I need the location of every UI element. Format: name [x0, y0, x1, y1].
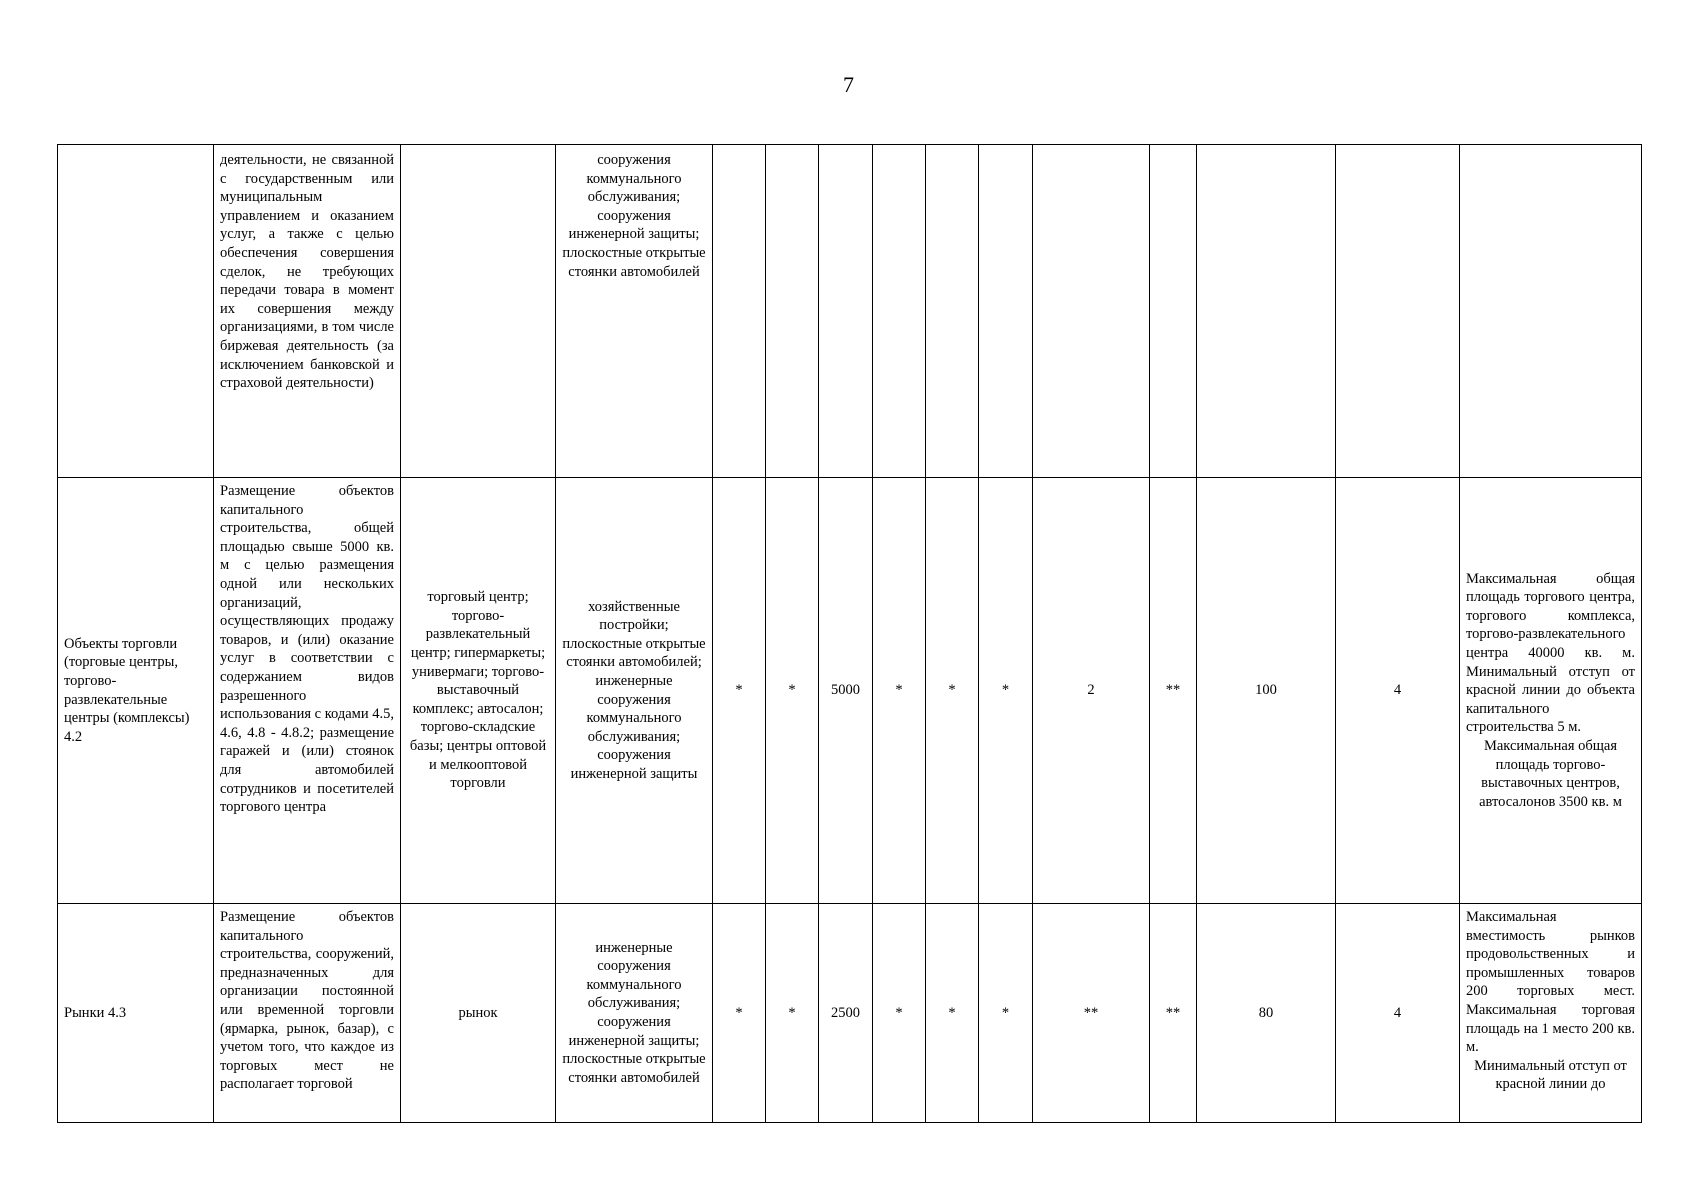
cell-description: Размещение объектов капитального строительства, общей площадью свыше 5000 кв. м с целью размещения одной или нескольких организаций, осуществляющих продажу товаров, и (или) оказание услуг в соответствии с содержанием видов разрешенного использования с кодами 4.5, 4.6, 4.8 - 4.8.2; размещение гаражей и (или) стоянок для автомобилей сотрудников и посетителей торгового центра: [214, 478, 401, 904]
table-row: [58, 145, 1642, 478]
cell-param: [873, 145, 926, 478]
cell-param: [926, 145, 979, 478]
cell-main-kinds: рынок: [401, 904, 556, 1123]
cell-name: [58, 145, 214, 478]
cell-param: 2: [1033, 478, 1150, 904]
cell-param: [1033, 145, 1150, 478]
cell-notes: [1460, 145, 1642, 478]
cell-aux-kinds: сооружения коммунального обслуживания; сооружения инженерной защиты; плоскостные открытые стоянки автомобилей: [556, 145, 713, 478]
cell-main-kinds: [401, 145, 556, 478]
table-row: [58, 904, 1642, 1123]
cell-aux-kinds: инженерные сооружения коммунального обслуживания; сооружения инженерной защиты; плоскостные открытые стоянки автомобилей: [556, 904, 713, 1123]
notes-text: Максимальная общая площадь торгово-выставочных центров, автосалонов 3500 кв. м: [1479, 737, 1622, 810]
cell-param: *: [766, 904, 819, 1123]
cell-param: *: [979, 478, 1033, 904]
cell-param: 4: [1336, 478, 1460, 904]
cell-param: *: [766, 478, 819, 904]
page-number: 7: [843, 72, 854, 97]
cell-param: 4: [1336, 904, 1460, 1123]
cell-param: *: [979, 904, 1033, 1123]
cell-param: [766, 145, 819, 478]
cell-name: Объекты торговли (торговые центры, торгово-развлекательные центры (комплексы) 4.2: [58, 478, 214, 904]
cell-param: **: [1150, 478, 1197, 904]
cell-param: *: [873, 478, 926, 904]
cell-name: Рынки 4.3: [58, 904, 214, 1123]
cell-main-kinds: торговый центр; торгово-развлекательный центр; гипермаркеты; универмаги; торгово-выставочный комплекс; автосалон; торгово-складские базы; центры оптовой и мелкооптовой торговли: [401, 478, 556, 904]
cell-param: [819, 145, 873, 478]
cell-param: *: [713, 478, 766, 904]
cell-description: Размещение объектов капитального строительства, сооружений, предназначенных для организации постоянной или временной торговли (ярмарка, рынок, базар), с учетом того, что каждое из торговых мест не располагает торговой: [214, 904, 401, 1123]
table-row: [58, 478, 1642, 904]
cell-param: 2500: [819, 904, 873, 1123]
cell-param: [713, 145, 766, 478]
cell-aux-kinds: хозяйственные постройки; плоскостные открытые стоянки автомобилей; инженерные сооружения коммунального обслуживания; сооружения инженерной защиты: [556, 478, 713, 904]
cell-param: [1150, 145, 1197, 478]
notes-text: Максимальная вместимость рынков продовольственных и промышленных товаров 200 торговых мест. Максимальная торговая площадь на 1 место 200 кв. м.: [1466, 909, 1635, 1056]
cell-param: [1197, 145, 1336, 478]
cell-param: *: [926, 904, 979, 1123]
cell-notes: [1460, 478, 1642, 904]
cell-param: *: [873, 904, 926, 1123]
cell-param: 5000: [819, 478, 873, 904]
cell-param: *: [926, 478, 979, 904]
cell-param: 100: [1197, 478, 1336, 904]
cell-notes: [1460, 904, 1642, 1123]
notes-text: Минимальный отступ от красной линии до: [1474, 1057, 1627, 1093]
cell-param: 80: [1197, 904, 1336, 1123]
notes-text: Максимальная общая площадь торгового центра, торгового комплекса, торгово-развлекательного центра 40000 кв. м. Минимальный отступ от красной линии до объекта капитального строительства 5 м.: [1466, 570, 1635, 736]
cell-description: деятельности, не связанной с государственным или муниципальным управлением и оказанием услуг, а также с целью обеспечения совершения сделок, не требующих передачи товара в момент их совершения между организациями, в том числе биржевая деятельность (за исключением банковской и страховой деятельности): [214, 145, 401, 478]
regulations-table: [57, 144, 1642, 1123]
cell-param: **: [1150, 904, 1197, 1123]
cell-param: [1336, 145, 1460, 478]
cell-param: *: [713, 904, 766, 1123]
cell-param: **: [1033, 904, 1150, 1123]
cell-param: [979, 145, 1033, 478]
